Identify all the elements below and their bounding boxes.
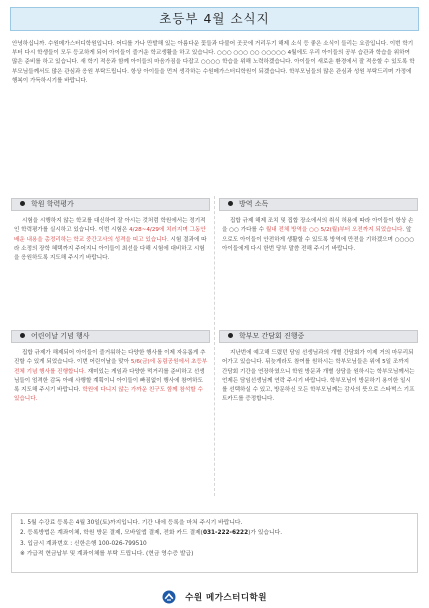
section-title: 어린이날 기념 행사: [31, 332, 90, 340]
highlight-text: 4/28~4/29에 치러지며 그동안 배운 내용을 총정리하는 학교 중간고사의 성격을 띠고 있습니다.: [14, 227, 206, 243]
text: 지난번에 예고해 드렸던 담임 선생님과의 개별 간담회가 이제 거의 마무리되어가고 있습니다. 뒤늦게라도 참여를 원하시는 학부모님들은 위에 5일 조까지 간담회 기간을 연장하였으니 학원 방문과 개별 상담을 원하시는 학부모님께서는 언제든 담임선생님께 연락 주시기 바랍니다. 학부모님이 방문하기 용이한 일시를 선택하실 수 있고, 방문하신 모든 학부모님께는 감사의 뜻으로 스타벅스 기프트카드를 증정합니다.: [222, 350, 415, 403]
section-header-midterm: [11, 198, 210, 211]
footer: [0, 578, 429, 608]
text: 재미있는 게임과 다양한 먹거리를 준비하고 선생님들이 엄격한 감독 아래 사행할 계획이니 아이들이 빠짐없이 행사에 참여하도록 지도해 주시기 바랍니다.: [14, 368, 205, 394]
intro-paragraph: 안녕하십니까. 수원메가스터디학원입니다. 어디를 가나 만발해 있는 아름다운 꽃들과 다불어 곳곳에 거리두기 해제 소식 등 좋은 소식이 들리는 요즘입니다. 이번 학기부터 다시 학생들이 모두 등교하게 되어 아이들이 즐거운 학교생활을 하고 있습니다. ○○○ ○○○ ○○ ○○○○○ 4월에도 우리 아이들의 공부 습관과 학습을 위하여 많은 준비를 하고 있습니다. 새 학기 적응과 함께 아이들의 마음가짐을 다잡고 ○○○○ 학습을 위해 노력하겠습니다. 아이들이 새로운 환경에서 잘 적응할 수 있도록 학부모님들께서도 많은 관심과 응원 부탁드립니다. 항상 아이들을 먼저 생각하는 수원메가스터디학원이 되겠습니다. 학부모님들의 많은 관심과 성원 부탁드리며 가정에 행복이 가득하시기를 바랍니다.: [12, 41, 415, 84]
section-title: 방역 소독: [239, 200, 269, 208]
highlight-text: 학원에 다니지 않는 가까운 친구도 함께 참석할 수 있습니다.: [14, 387, 203, 403]
column-divider: [214, 196, 215, 496]
phone-number: 031-222-6222: [202, 530, 249, 537]
page-title: 초등부 4월 소식지: [10, 7, 419, 31]
bullet-icon: [228, 201, 233, 206]
bullet-icon: [228, 333, 233, 338]
section-body-childrens-day: [14, 349, 208, 405]
notice-line: [20, 528, 409, 538]
section-header-childrens-day: [11, 330, 210, 343]
text: )가 있습니다.: [248, 530, 283, 537]
highlight-text: 5/6(금)에 동림공원에서 초등부 전체 기념 행사를 진행합니다.: [14, 359, 208, 375]
section-header-disinfection: [219, 198, 418, 211]
text: 앞으로도 아이들이 안전하게 생활할 수 있도록 방역에 만전을 기하겠으며 ○○○○ 아이들에게 다시 한번 당부 말씀 전해 주시기 바랍니다.: [222, 227, 415, 252]
text: 시험을 시행하지 않는 학교를 대신하여 잘 아시는 것처럼 학원에서는 정기적인 학력평가를 실시하고 있습니다. 이번 시험은: [14, 218, 206, 234]
academy-logo-icon: [162, 590, 176, 604]
bullet-icon: [20, 201, 25, 206]
notice-line: ※ 가급적 현금납부 및 계좌이체를 부탁 드립니다. (현금 영수증 발급): [20, 551, 194, 558]
section-title: 학원 학력평가: [31, 200, 74, 208]
text: 집합 규제 해제 조치 및 집합 장소에서의 취식 허용에 따라 아이들이 항상 손을 ○○ 가다를 수: [222, 218, 414, 234]
bullet-icon: [20, 333, 25, 338]
academy-name: 수원 메가스터디학원: [185, 592, 267, 603]
section-title: 학부모 간담회 진행중: [239, 332, 305, 340]
section-body-midterm: [14, 217, 208, 263]
payment-notice-box: [11, 513, 418, 573]
text: 집합 규제가 해제되어 아이들이 즐거워하는 다양한 행사를 이제 자유롭게 추진할 수 있게 되었습니다. 이번 어린이날을 맞아: [14, 350, 206, 366]
notice-line: 1. 5월 수강료 등록은 4월 30일(토)까지입니다. 기간 내에 등록을 마쳐 주시기 바랍니다.: [20, 520, 243, 526]
section-body-parents-meeting: [222, 349, 416, 405]
text: 2. 등록방법은 계좌이체, 학원 방문 결제, 모바일앱 결제, 전화 카드 결제(: [20, 530, 203, 537]
highlight-text: 월내 전체 방역을 ○○ 5/2(월)부터 오전까지 되었습니다.: [265, 227, 405, 234]
section-header-parents-meeting: [219, 330, 418, 343]
text: 시험 결과에 따라 소정의 장학 혜택까지 주어지니 아이들이 최선을 다해 시험에 대비하고 시험을 응원하도록 지도해 주시기 바랍니다.: [14, 236, 207, 262]
section-body-disinfection: [222, 217, 416, 254]
notice-line: 3. 입금시 계좌번호 : 신한은행 100-026-799510: [20, 540, 147, 547]
